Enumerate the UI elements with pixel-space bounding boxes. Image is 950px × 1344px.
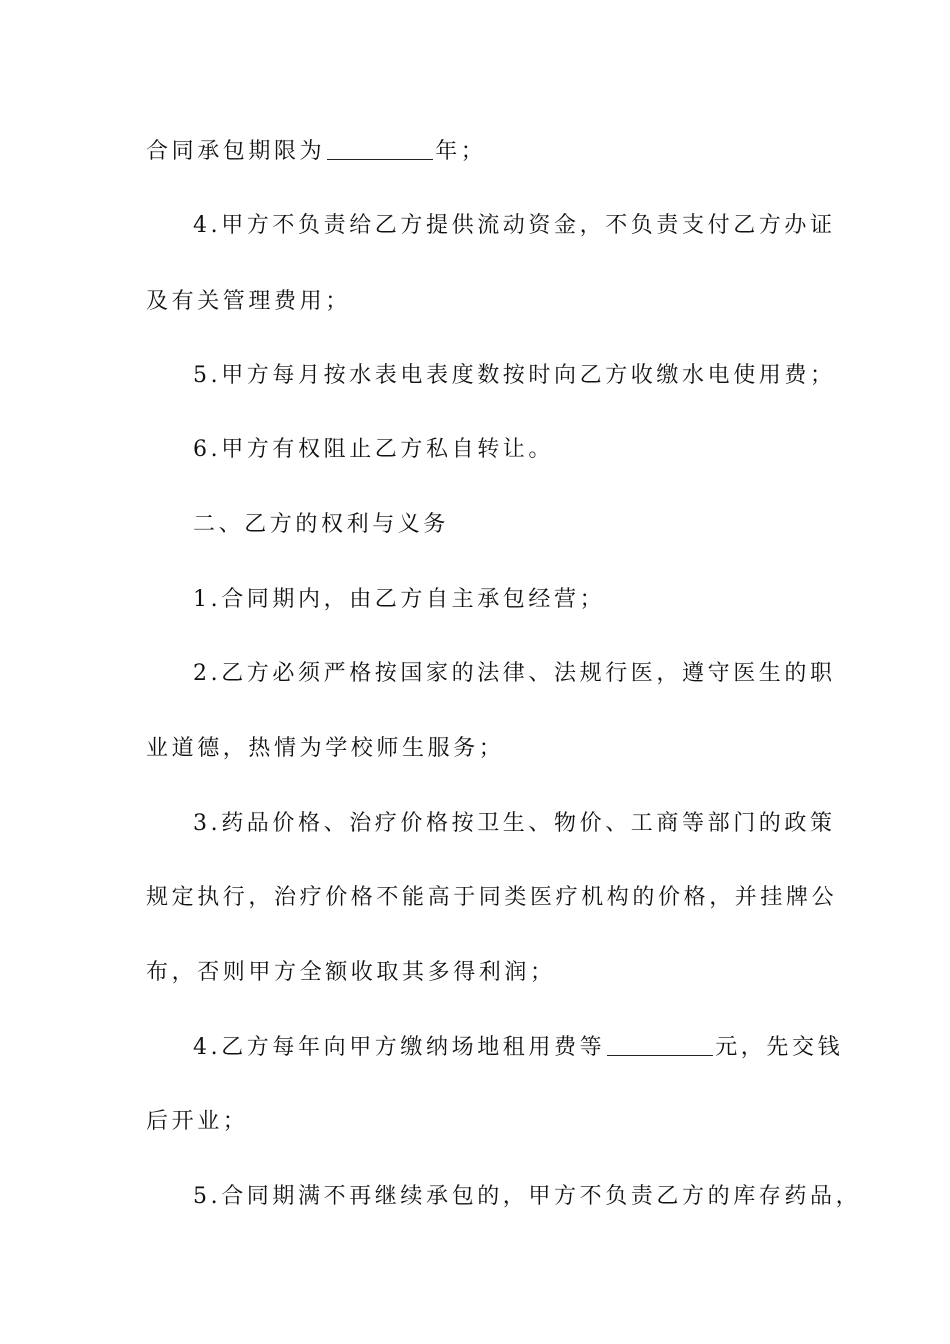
rent-fee-line — [193, 1032, 883, 1064]
section-heading: 二、乙方的权利与义务 — [193, 512, 450, 537]
contract-term-suffix: 年； — [435, 139, 487, 164]
paragraph-line: 4.甲方不负责给乙方提供流动资金，不负责支付乙方办证 — [193, 213, 836, 238]
paragraph-line: 及有关管理费用； — [146, 289, 351, 314]
paragraph-line: 后开业； — [146, 1109, 249, 1134]
paragraph-line: 5.甲方每月按水表电表度数按时向乙方收缴水电使用费； — [193, 363, 836, 388]
contract-term-text: 合同承包期限为 — [146, 139, 326, 164]
paragraph-line: 3.药品价格、治疗价格按卫生、物价、工商等部门的政策 — [193, 811, 836, 836]
paragraph-line: 布，否则甲方全额收取其多得利润； — [146, 960, 556, 985]
rent-fee-suffix: 元，先交钱 — [715, 1035, 844, 1060]
paragraph-line: 5.合同期满不再继续承包的，甲方不负责乙方的库存药品， — [193, 1184, 862, 1209]
paragraph-line: 业道德，热情为学校师生服务； — [146, 736, 505, 761]
rent-fee-text: 4.乙方每年向甲方缴纳场地租用费等 — [193, 1035, 606, 1060]
paragraph-line: 2.乙方必须严格按国家的法律、法规行医，遵守医生的职 — [193, 661, 836, 686]
paragraph-line: 6.甲方有权阻止乙方私自转让。 — [193, 437, 554, 462]
paragraph-line: 1.合同期内，由乙方自主承包经营； — [193, 587, 606, 612]
contract-term-line — [146, 136, 836, 168]
paragraph-line: 规定执行，治疗价格不能高于同类医疗机构的价格，并挂牌公 — [146, 885, 838, 910]
fill-in-blank-amount[interactable] — [607, 1033, 713, 1056]
fill-in-blank-years[interactable] — [327, 137, 433, 160]
